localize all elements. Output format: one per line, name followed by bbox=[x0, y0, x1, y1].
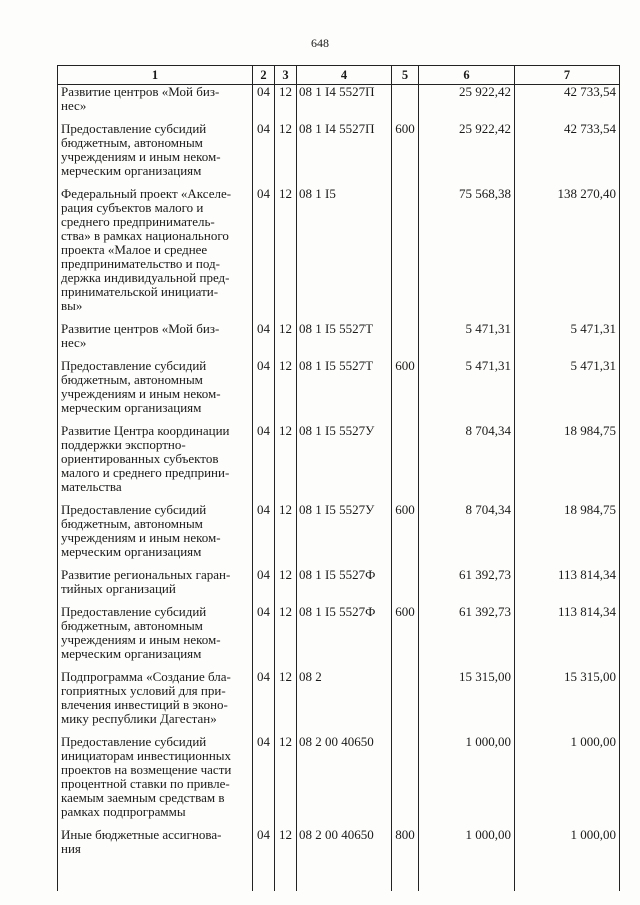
table-header-row bbox=[58, 66, 620, 85]
row-section-cell: 04 bbox=[253, 85, 275, 123]
row-section-cell: 04 bbox=[253, 424, 275, 503]
row-expense-type-cell: 800 bbox=[392, 828, 419, 865]
row-amount-1-cell: 8 704,34 bbox=[419, 503, 515, 568]
column-header: 6 bbox=[419, 66, 515, 85]
row-expense-type-cell bbox=[392, 322, 419, 359]
row-subsection-cell: 12 bbox=[275, 735, 297, 828]
table-row bbox=[58, 122, 620, 187]
row-name-cell bbox=[58, 187, 253, 322]
empty-cell bbox=[275, 865, 297, 891]
row-amount-1-cell: 1 000,00 bbox=[419, 735, 515, 828]
row-amount-2-cell: 42 733,54 bbox=[515, 85, 620, 123]
row-target-article-cell: 08 2 00 40650 bbox=[297, 828, 392, 865]
row-target-article-cell: 08 2 bbox=[297, 670, 392, 735]
column-header: 7 bbox=[515, 66, 620, 85]
empty-cell bbox=[419, 865, 515, 891]
row-amount-1-cell: 8 704,34 bbox=[419, 424, 515, 503]
row-amount-2-cell: 1 000,00 bbox=[515, 735, 620, 828]
row-name-cell bbox=[58, 605, 253, 670]
row-name-cell bbox=[58, 670, 253, 735]
table-row bbox=[58, 670, 620, 735]
row-expense-type-cell bbox=[392, 85, 419, 123]
row-name-text: Подпрограмма «Создание бла- гоприятных условий для при- влечения инвестиций в эконо- мику республики Дагестан» bbox=[61, 669, 231, 726]
empty-cell bbox=[515, 865, 620, 891]
table-row bbox=[58, 322, 620, 359]
row-name-text: Предоставление субсидий инициаторам инвестиционных проектов на возмещение части процентной ставки по привле- каемым заемным средствам в рамках подпрограммы bbox=[61, 734, 232, 819]
row-subsection-cell: 12 bbox=[275, 122, 297, 187]
row-target-article-cell: 08 1 I5 bbox=[297, 187, 392, 322]
row-section-cell: 04 bbox=[253, 322, 275, 359]
row-expense-type-cell: 600 bbox=[392, 605, 419, 670]
table-row bbox=[58, 605, 620, 670]
empty-cell bbox=[253, 865, 275, 891]
row-name-text: Предоставление субсидий бюджетным, автономным учреждениям и иным неком- мерческим организациям bbox=[61, 604, 221, 661]
row-name-cell bbox=[58, 828, 253, 865]
row-amount-2-cell: 15 315,00 bbox=[515, 670, 620, 735]
table-row bbox=[58, 85, 620, 123]
row-expense-type-cell bbox=[392, 424, 419, 503]
row-target-article-cell: 08 1 I5 5527Ф bbox=[297, 605, 392, 670]
row-amount-2-cell: 18 984,75 bbox=[515, 424, 620, 503]
row-expense-type-cell bbox=[392, 670, 419, 735]
budget-table bbox=[57, 65, 620, 891]
table-row bbox=[58, 735, 620, 828]
row-amount-2-cell: 5 471,31 bbox=[515, 322, 620, 359]
column-header: 4 bbox=[297, 66, 392, 85]
empty-cell bbox=[58, 865, 253, 891]
row-amount-2-cell: 18 984,75 bbox=[515, 503, 620, 568]
row-amount-2-cell: 138 270,40 bbox=[515, 187, 620, 322]
row-name-cell bbox=[58, 85, 253, 123]
column-header: 1 bbox=[58, 66, 253, 85]
row-amount-1-cell: 61 392,73 bbox=[419, 605, 515, 670]
row-name-text: Федеральный проект «Акселе- рация субъектов малого и среднего предприниматель- ства» в рамках национального проекта «Малое и среднее предпринимательство и под- держка индивидуальной пред- принимательской инициати- вы» bbox=[61, 186, 232, 313]
row-expense-type-cell: 600 bbox=[392, 122, 419, 187]
row-target-article-cell: 08 1 I4 5527П bbox=[297, 85, 392, 123]
row-name-cell bbox=[58, 503, 253, 568]
row-name-text: Иные бюджетные ассигнова- ния bbox=[61, 827, 222, 856]
row-amount-1-cell: 5 471,31 bbox=[419, 359, 515, 424]
row-amount-2-cell: 113 814,34 bbox=[515, 568, 620, 605]
row-name-text: Развитие региональных гаран- тийных организаций bbox=[61, 567, 231, 596]
empty-cell bbox=[392, 865, 419, 891]
row-expense-type-cell bbox=[392, 568, 419, 605]
row-name-text: Предоставление субсидий бюджетным, автономным учреждениям и иным неком- мерческим организациям bbox=[61, 502, 221, 559]
row-amount-2-cell: 113 814,34 bbox=[515, 605, 620, 670]
row-name-text: Развитие центров «Мой биз- нес» bbox=[61, 321, 220, 350]
row-amount-1-cell: 1 000,00 bbox=[419, 828, 515, 865]
row-expense-type-cell: 600 bbox=[392, 359, 419, 424]
row-target-article-cell: 08 1 I5 5527У bbox=[297, 424, 392, 503]
row-name-text: Предоставление субсидий бюджетным, автономным учреждениям и иным неком- мерческим организациям bbox=[61, 121, 221, 178]
row-section-cell: 04 bbox=[253, 187, 275, 322]
row-section-cell: 04 bbox=[253, 735, 275, 828]
row-name-text: Развитие Центра координации поддержки экспортно- ориентированных субъектов малого и среднего предприни- мательства bbox=[61, 423, 230, 494]
column-header: 5 bbox=[392, 66, 419, 85]
row-expense-type-cell: 600 bbox=[392, 503, 419, 568]
row-name-cell bbox=[58, 735, 253, 828]
column-header: 3 bbox=[275, 66, 297, 85]
budget-table-container bbox=[57, 65, 620, 891]
row-section-cell: 04 bbox=[253, 605, 275, 670]
row-name-cell bbox=[58, 424, 253, 503]
row-target-article-cell: 08 1 I5 5527У bbox=[297, 503, 392, 568]
row-amount-1-cell: 75 568,38 bbox=[419, 187, 515, 322]
row-target-article-cell: 08 1 I5 5527Ф bbox=[297, 568, 392, 605]
empty-cell bbox=[297, 865, 392, 891]
row-name-text: Развитие центров «Мой биз- нес» bbox=[61, 84, 220, 113]
row-amount-1-cell: 25 922,42 bbox=[419, 85, 515, 123]
row-subsection-cell: 12 bbox=[275, 670, 297, 735]
table-filler-row bbox=[58, 865, 620, 891]
row-section-cell: 04 bbox=[253, 122, 275, 187]
table-row bbox=[58, 828, 620, 865]
row-amount-2-cell: 1 000,00 bbox=[515, 828, 620, 865]
row-subsection-cell: 12 bbox=[275, 187, 297, 322]
row-section-cell: 04 bbox=[253, 670, 275, 735]
row-expense-type-cell bbox=[392, 735, 419, 828]
row-target-article-cell: 08 2 00 40650 bbox=[297, 735, 392, 828]
row-target-article-cell: 08 1 I5 5527Т bbox=[297, 359, 392, 424]
row-subsection-cell: 12 bbox=[275, 424, 297, 503]
row-expense-type-cell bbox=[392, 187, 419, 322]
row-subsection-cell: 12 bbox=[275, 568, 297, 605]
row-subsection-cell: 12 bbox=[275, 322, 297, 359]
table-row bbox=[58, 424, 620, 503]
row-section-cell: 04 bbox=[253, 503, 275, 568]
row-subsection-cell: 12 bbox=[275, 828, 297, 865]
row-name-cell bbox=[58, 322, 253, 359]
row-amount-1-cell: 25 922,42 bbox=[419, 122, 515, 187]
column-header: 2 bbox=[253, 66, 275, 85]
table-row bbox=[58, 503, 620, 568]
row-amount-1-cell: 5 471,31 bbox=[419, 322, 515, 359]
row-subsection-cell: 12 bbox=[275, 85, 297, 123]
row-amount-2-cell: 5 471,31 bbox=[515, 359, 620, 424]
row-name-cell bbox=[58, 122, 253, 187]
row-amount-1-cell: 61 392,73 bbox=[419, 568, 515, 605]
table-row bbox=[58, 359, 620, 424]
row-name-cell bbox=[58, 359, 253, 424]
row-target-article-cell: 08 1 I5 5527Т bbox=[297, 322, 392, 359]
row-section-cell: 04 bbox=[253, 568, 275, 605]
row-amount-1-cell: 15 315,00 bbox=[419, 670, 515, 735]
row-name-text: Предоставление субсидий бюджетным, автономным учреждениям и иным неком- мерческим организациям bbox=[61, 358, 221, 415]
table-row bbox=[58, 187, 620, 322]
row-name-cell bbox=[58, 568, 253, 605]
table-row bbox=[58, 568, 620, 605]
row-subsection-cell: 12 bbox=[275, 605, 297, 670]
table-body bbox=[58, 85, 620, 892]
row-amount-2-cell: 42 733,54 bbox=[515, 122, 620, 187]
row-section-cell: 04 bbox=[253, 828, 275, 865]
row-target-article-cell: 08 1 I4 5527П bbox=[297, 122, 392, 187]
row-subsection-cell: 12 bbox=[275, 359, 297, 424]
row-section-cell: 04 bbox=[253, 359, 275, 424]
row-subsection-cell: 12 bbox=[275, 503, 297, 568]
page-number: 648 bbox=[311, 36, 329, 50]
